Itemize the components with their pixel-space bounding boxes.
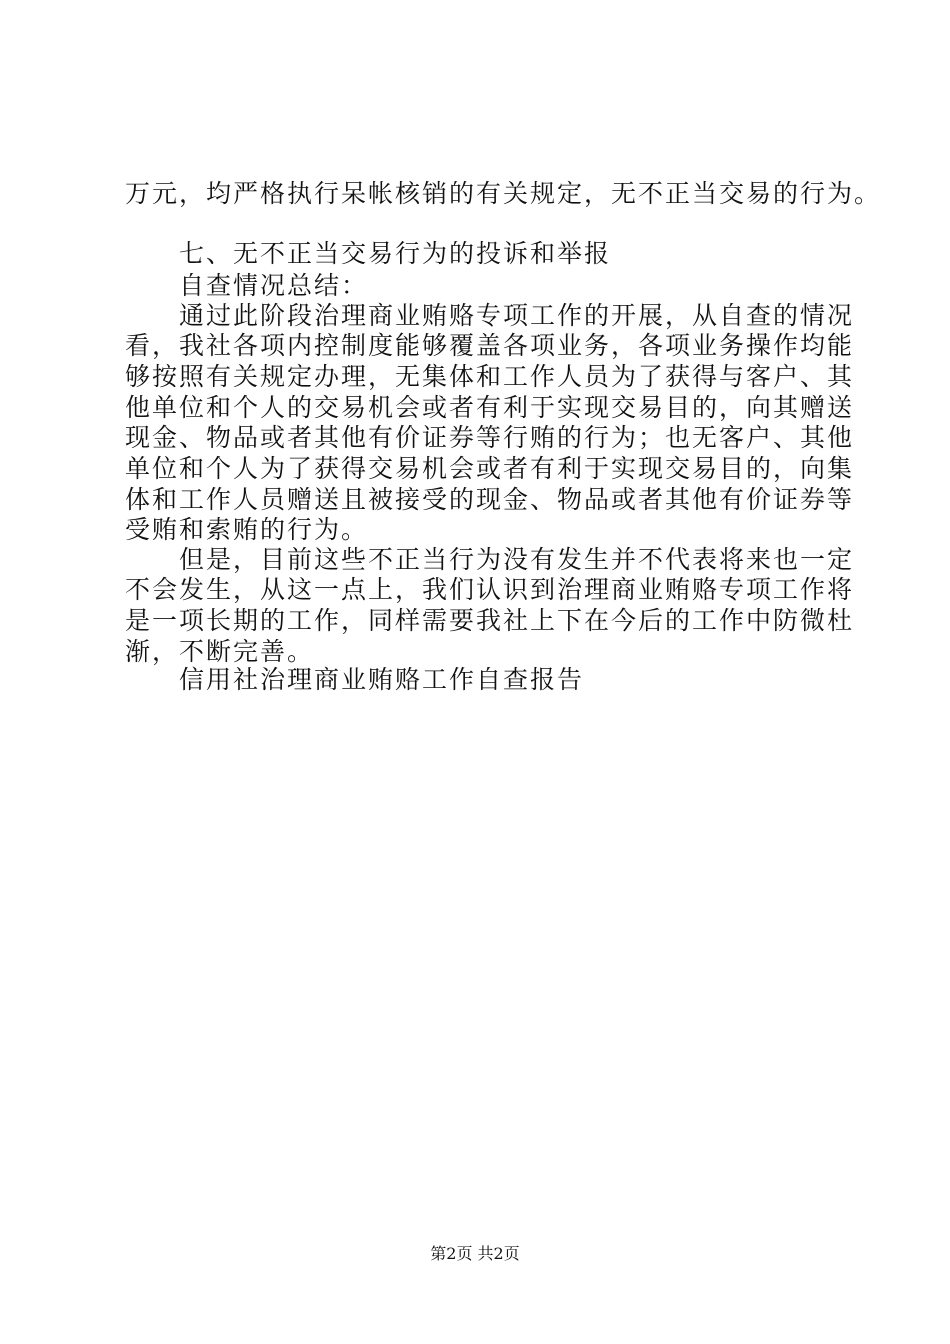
paragraph-line-11: 不会发生，从这一点上，我们认识到治理商业贿赂专项工作将 (125, 575, 855, 604)
section-heading-7: 七、无不正当交易行为的投诉和举报 (179, 239, 612, 268)
paragraph-line-1: 万元，均严格执行呆帐核销的有关规定，无不正当交易的行为。 (125, 179, 882, 208)
paragraph-line-8: 体和工作人员赠送且被接受的现金、物品或者其他有价证券等 (125, 485, 855, 514)
paragraph-line-12: 是一项长期的工作，同样需要我社上下在今后的工作中防微杜 (125, 606, 855, 635)
paragraph-line-6: 现金、物品或者其他有价证券等行贿的行为；也无客户、其他 (125, 423, 855, 452)
paragraph-line-3: 看，我社各项内控制度能够覆盖各项业务，各项业务操作均能 (125, 331, 855, 360)
paragraph-line-10: 但是，目前这些不正当行为没有发生并不代表将来也一定 (179, 545, 855, 574)
page-number-footer: 第2页 共2页 (430, 1244, 520, 1263)
document-title-line: 信用社治理商业贿赂工作自查报告 (179, 665, 585, 694)
paragraph-line-4: 够按照有关规定办理，无集体和工作人员为了获得与客户、其 (125, 362, 855, 391)
summary-heading: 自查情况总结： (179, 271, 369, 300)
paragraph-line-5: 他单位和个人的交易机会或者有利于实现交易目的，向其赠送 (125, 393, 855, 422)
paragraph-line-7: 单位和个人为了获得交易机会或者有利于实现交易目的，向集 (125, 454, 855, 483)
paragraph-line-13: 渐，不断完善。 (125, 637, 315, 666)
paragraph-line-9: 受贿和索贿的行为。 (125, 515, 369, 544)
paragraph-line-2: 通过此阶段治理商业贿赂专项工作的开展，从自查的情况 (179, 301, 855, 330)
